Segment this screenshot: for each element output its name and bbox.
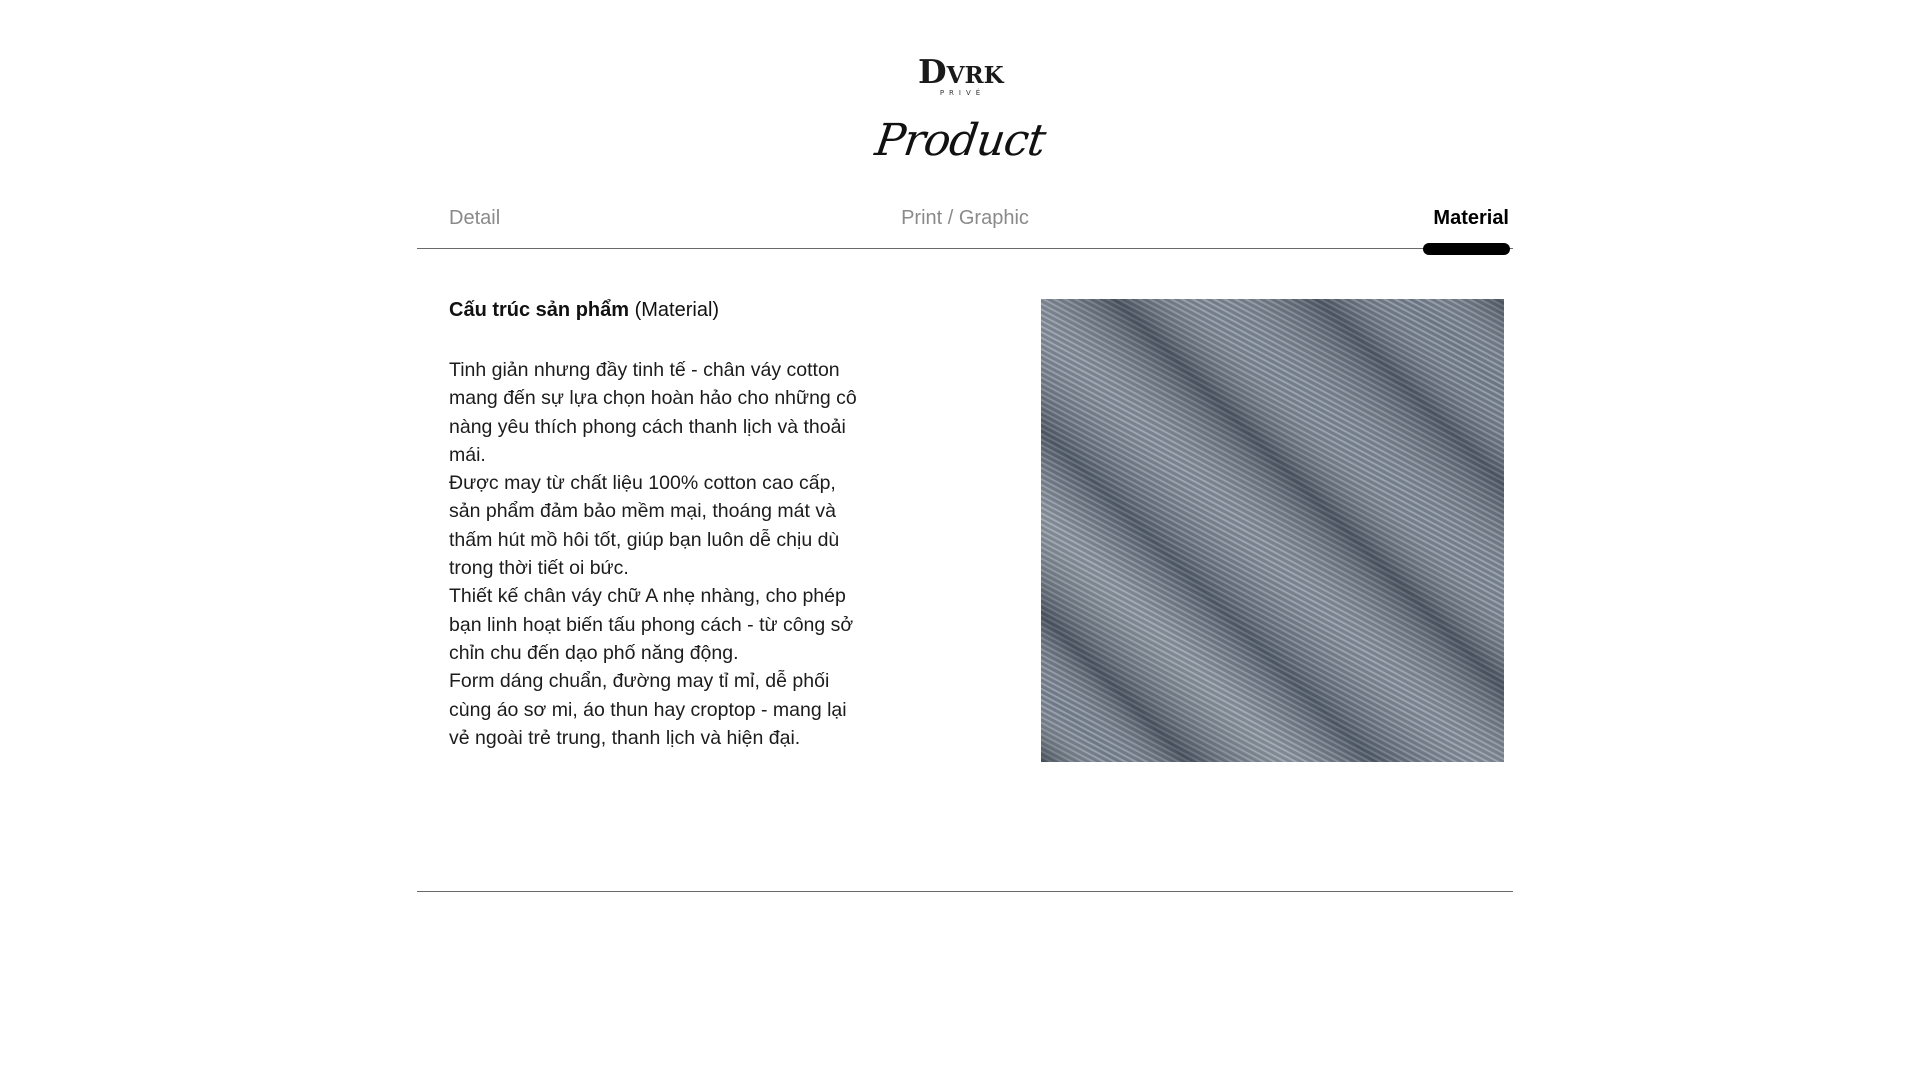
brand-logo-initial: D (918, 52, 947, 91)
product-tabs (0, 0, 1920, 260)
description-paragraph: Form dáng chuẩn, đường may tỉ mỉ, dễ phối cùng áo sơ mi, áo thun hay croptop - mang lại vẻ ngoài trẻ trung, thanh lịch và hiện đại. (449, 670, 847, 749)
tab-print-graphic[interactable]: Print / Graphic (901, 207, 1029, 229)
section-heading-subtitle: (Material) (634, 299, 720, 321)
section-heading-title: Cấu trúc sản phẩm (449, 299, 630, 321)
material-description (449, 356, 869, 752)
section-heading (449, 298, 719, 322)
fabric-texture-image (1041, 299, 1504, 762)
brand-logo-subtitle: PRIVÉ (939, 89, 986, 97)
description-paragraph: Thiết kế chân váy chữ A nhẹ nhàng, cho phép bạn linh hoạt biến tấu phong cách - từ công sở chỉn chu đến dạo phố năng động. (449, 585, 854, 664)
brand-logo-rest: VRK (946, 62, 1004, 89)
tabs-divider (417, 248, 1513, 249)
active-tab-indicator (1423, 243, 1510, 255)
bottom-divider (417, 891, 1513, 892)
tab-material[interactable]: Material (1433, 207, 1509, 229)
fabric-texture-svg (1041, 299, 1504, 762)
description-paragraph: Được may từ chất liệu 100% cotton cao cấp, sản phẩm đảm bảo mềm mại, thoáng mát và thấm hút mồ hôi tốt, giúp bạn luôn dễ chịu dù trong thời tiết oi bức. (449, 472, 840, 580)
tab-detail[interactable]: Detail (449, 207, 501, 229)
description-paragraph: Tinh giản nhưng đầy tinh tế - chân váy cotton mang đến sự lựa chọn hoàn hảo cho những cô nàng yêu thích phong cách thanh lịch và thoải mái. (449, 359, 857, 466)
page-title: Product (872, 115, 1049, 166)
